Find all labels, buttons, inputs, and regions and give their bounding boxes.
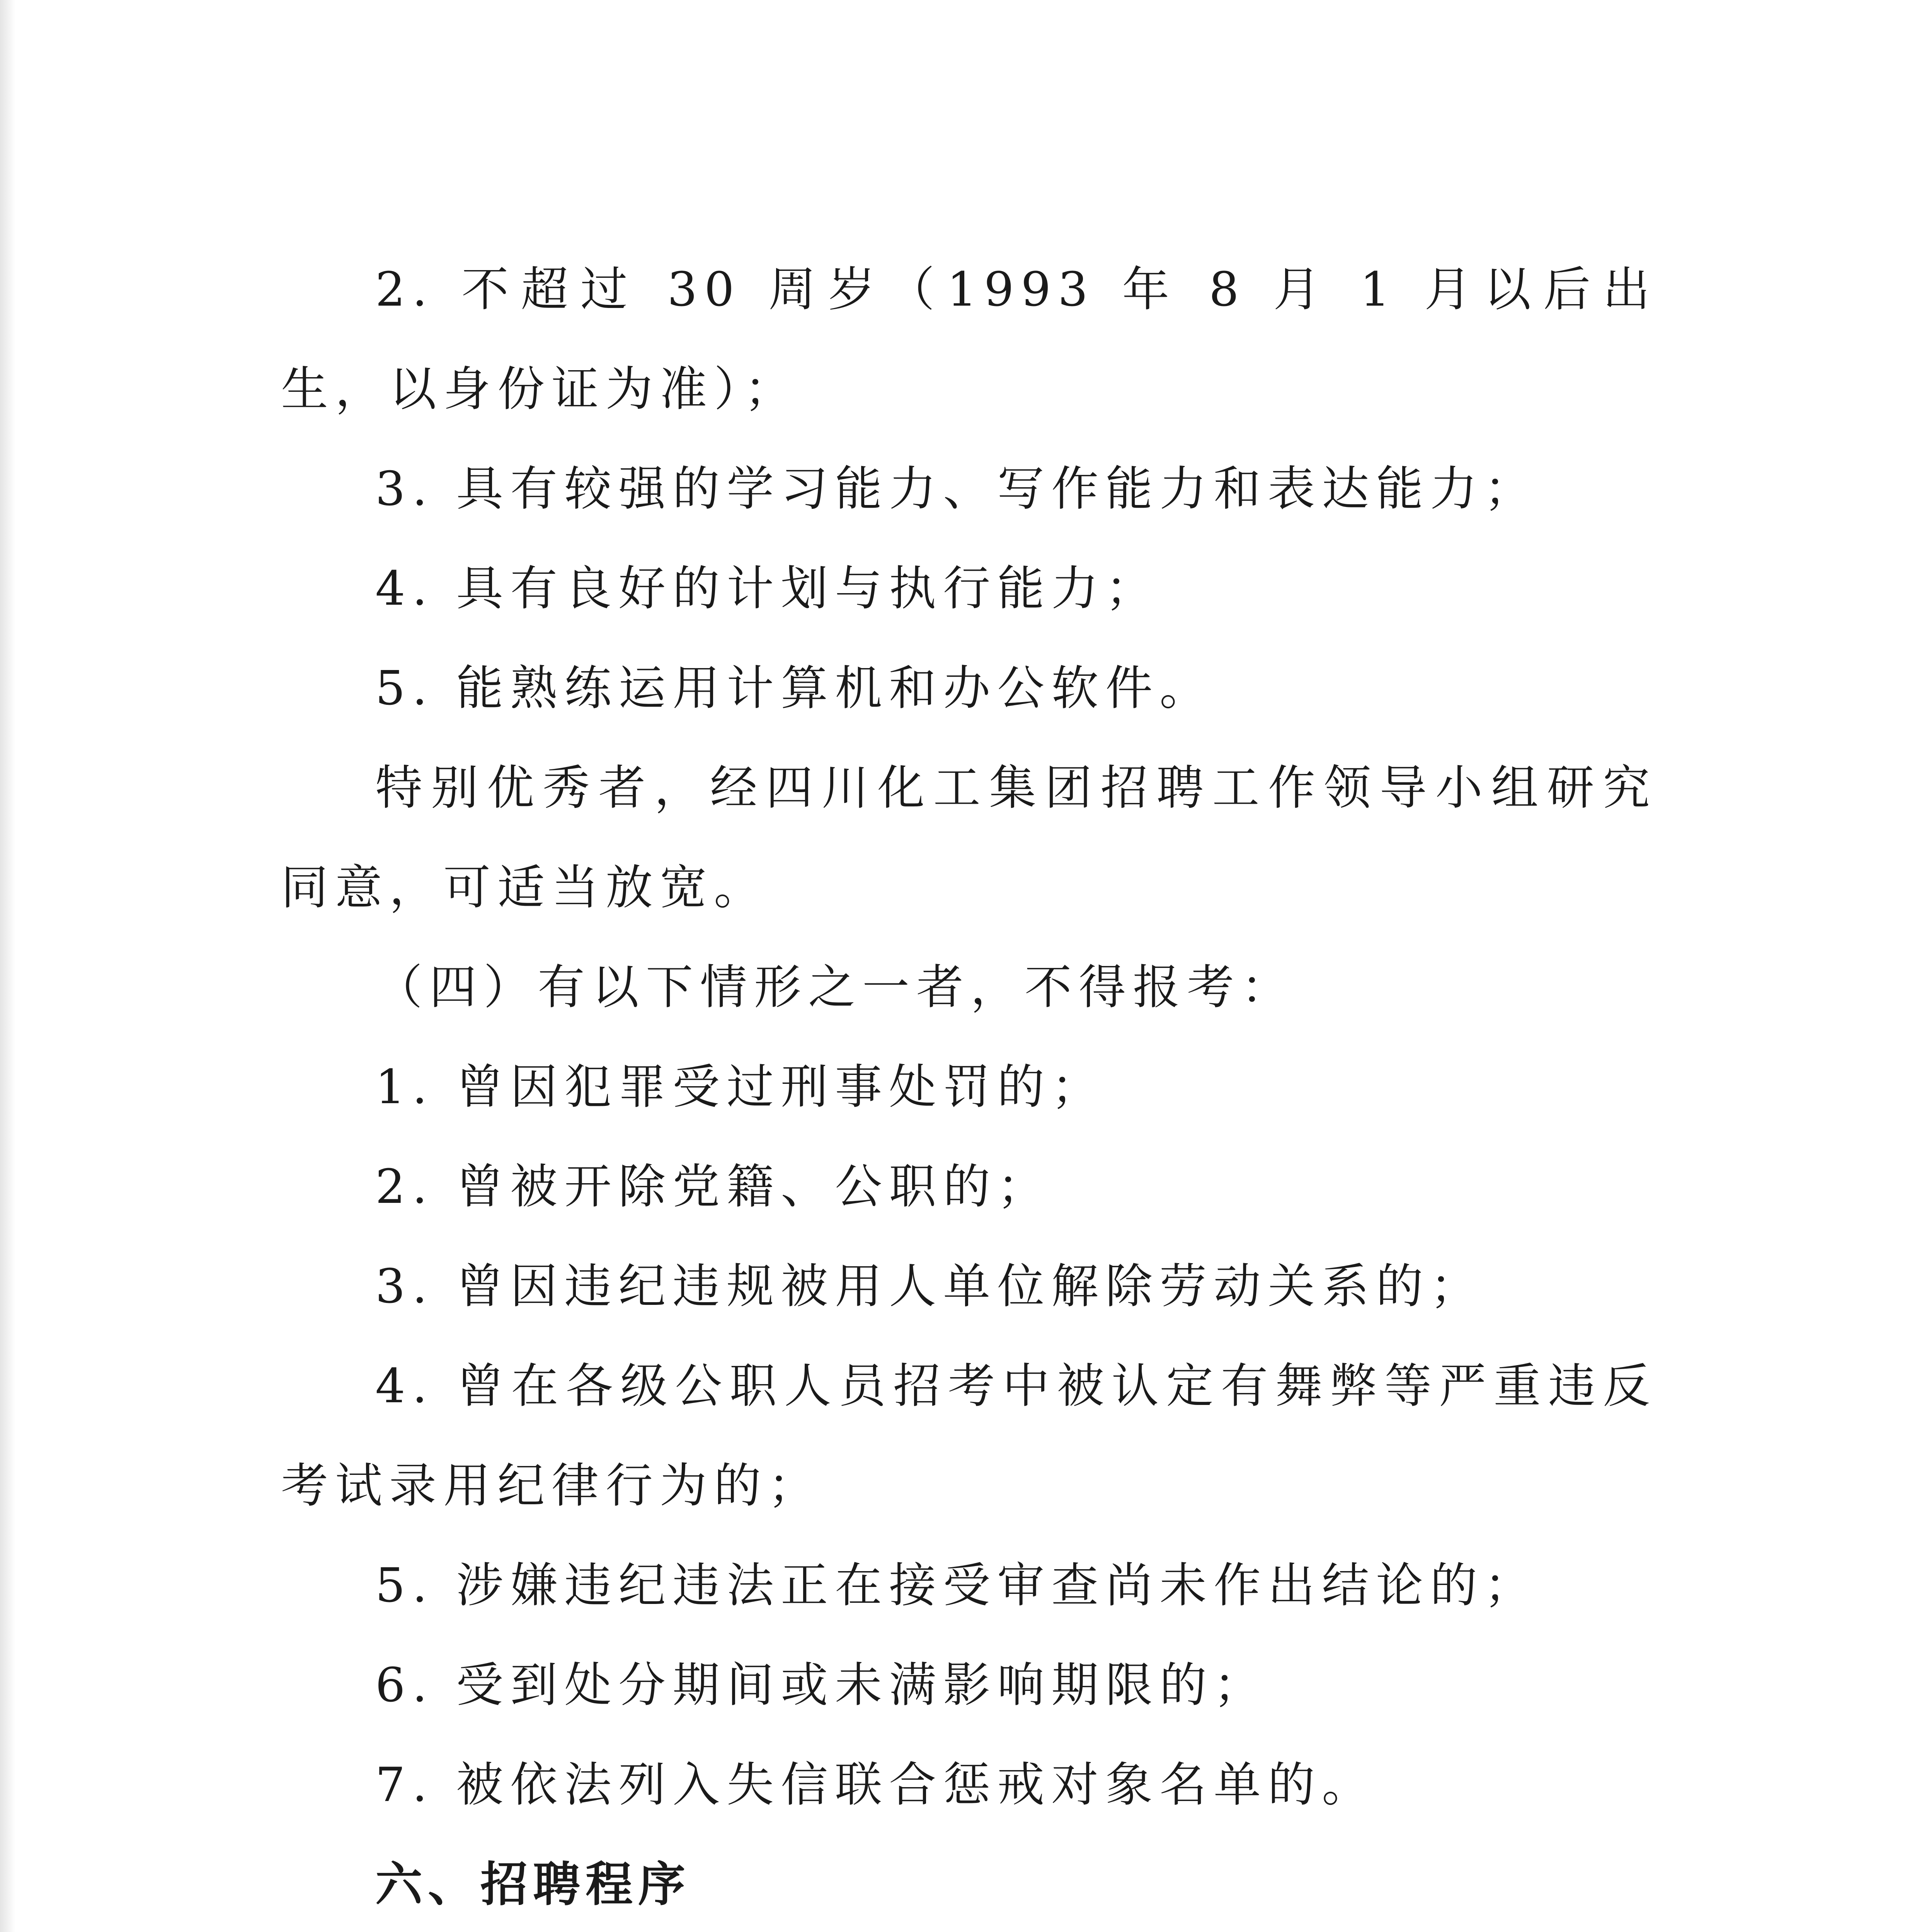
document-body — [281, 240, 1657, 1932]
paragraph-disqualification-7: 7. 被依法列入失信联合惩戒对象名单的。 — [375, 1757, 1376, 1812]
paragraph-exception: 特别优秀者，经四川化工集团招聘工作领导小组研究同意，可适当放宽。 — [281, 760, 1657, 915]
paragraph-disqualification-3: 3. 曾因违纪违规被用人单位解除劳动关系的； — [375, 1259, 1485, 1314]
scan-edge-shadow — [0, 0, 15, 1932]
paragraph-disqualification-6: 6. 受到处分期间或未满影响期限的； — [375, 1658, 1268, 1713]
paragraph-requirement-3: 3. 具有较强的学习能力、写作能力和表达能力； — [375, 461, 1539, 516]
paragraph-requirement-5: 5. 能熟练运用计算机和办公软件。 — [375, 661, 1214, 716]
paragraph-disqualification-1: 1. 曾因犯罪受过刑事处罚的； — [375, 1060, 1106, 1114]
section-heading: 六、招聘程序 — [375, 1857, 691, 1912]
paragraph-disqualification-2: 2. 曾被开除党籍、公职的； — [375, 1159, 1052, 1214]
paragraph-requirement-4: 4. 具有良好的计划与执行能力； — [375, 561, 1160, 616]
paragraph-disqualification-5: 5. 涉嫌违纪违法正在接受审查尚未作出结论的； — [375, 1558, 1539, 1613]
paragraph-disqualification-intro: （四）有以下情形之一者，不得报考： — [375, 960, 1295, 1015]
paragraph-disqualification-4: 4. 曾在各级公职人员招考中被认定有舞弊等严重违反考试录用纪律行为的； — [281, 1359, 1657, 1513]
paragraph-requirement-2: 2. 不超过 30 周岁（1993 年 8 月 1 月以后出生，以身份证为准）； — [281, 262, 1657, 417]
